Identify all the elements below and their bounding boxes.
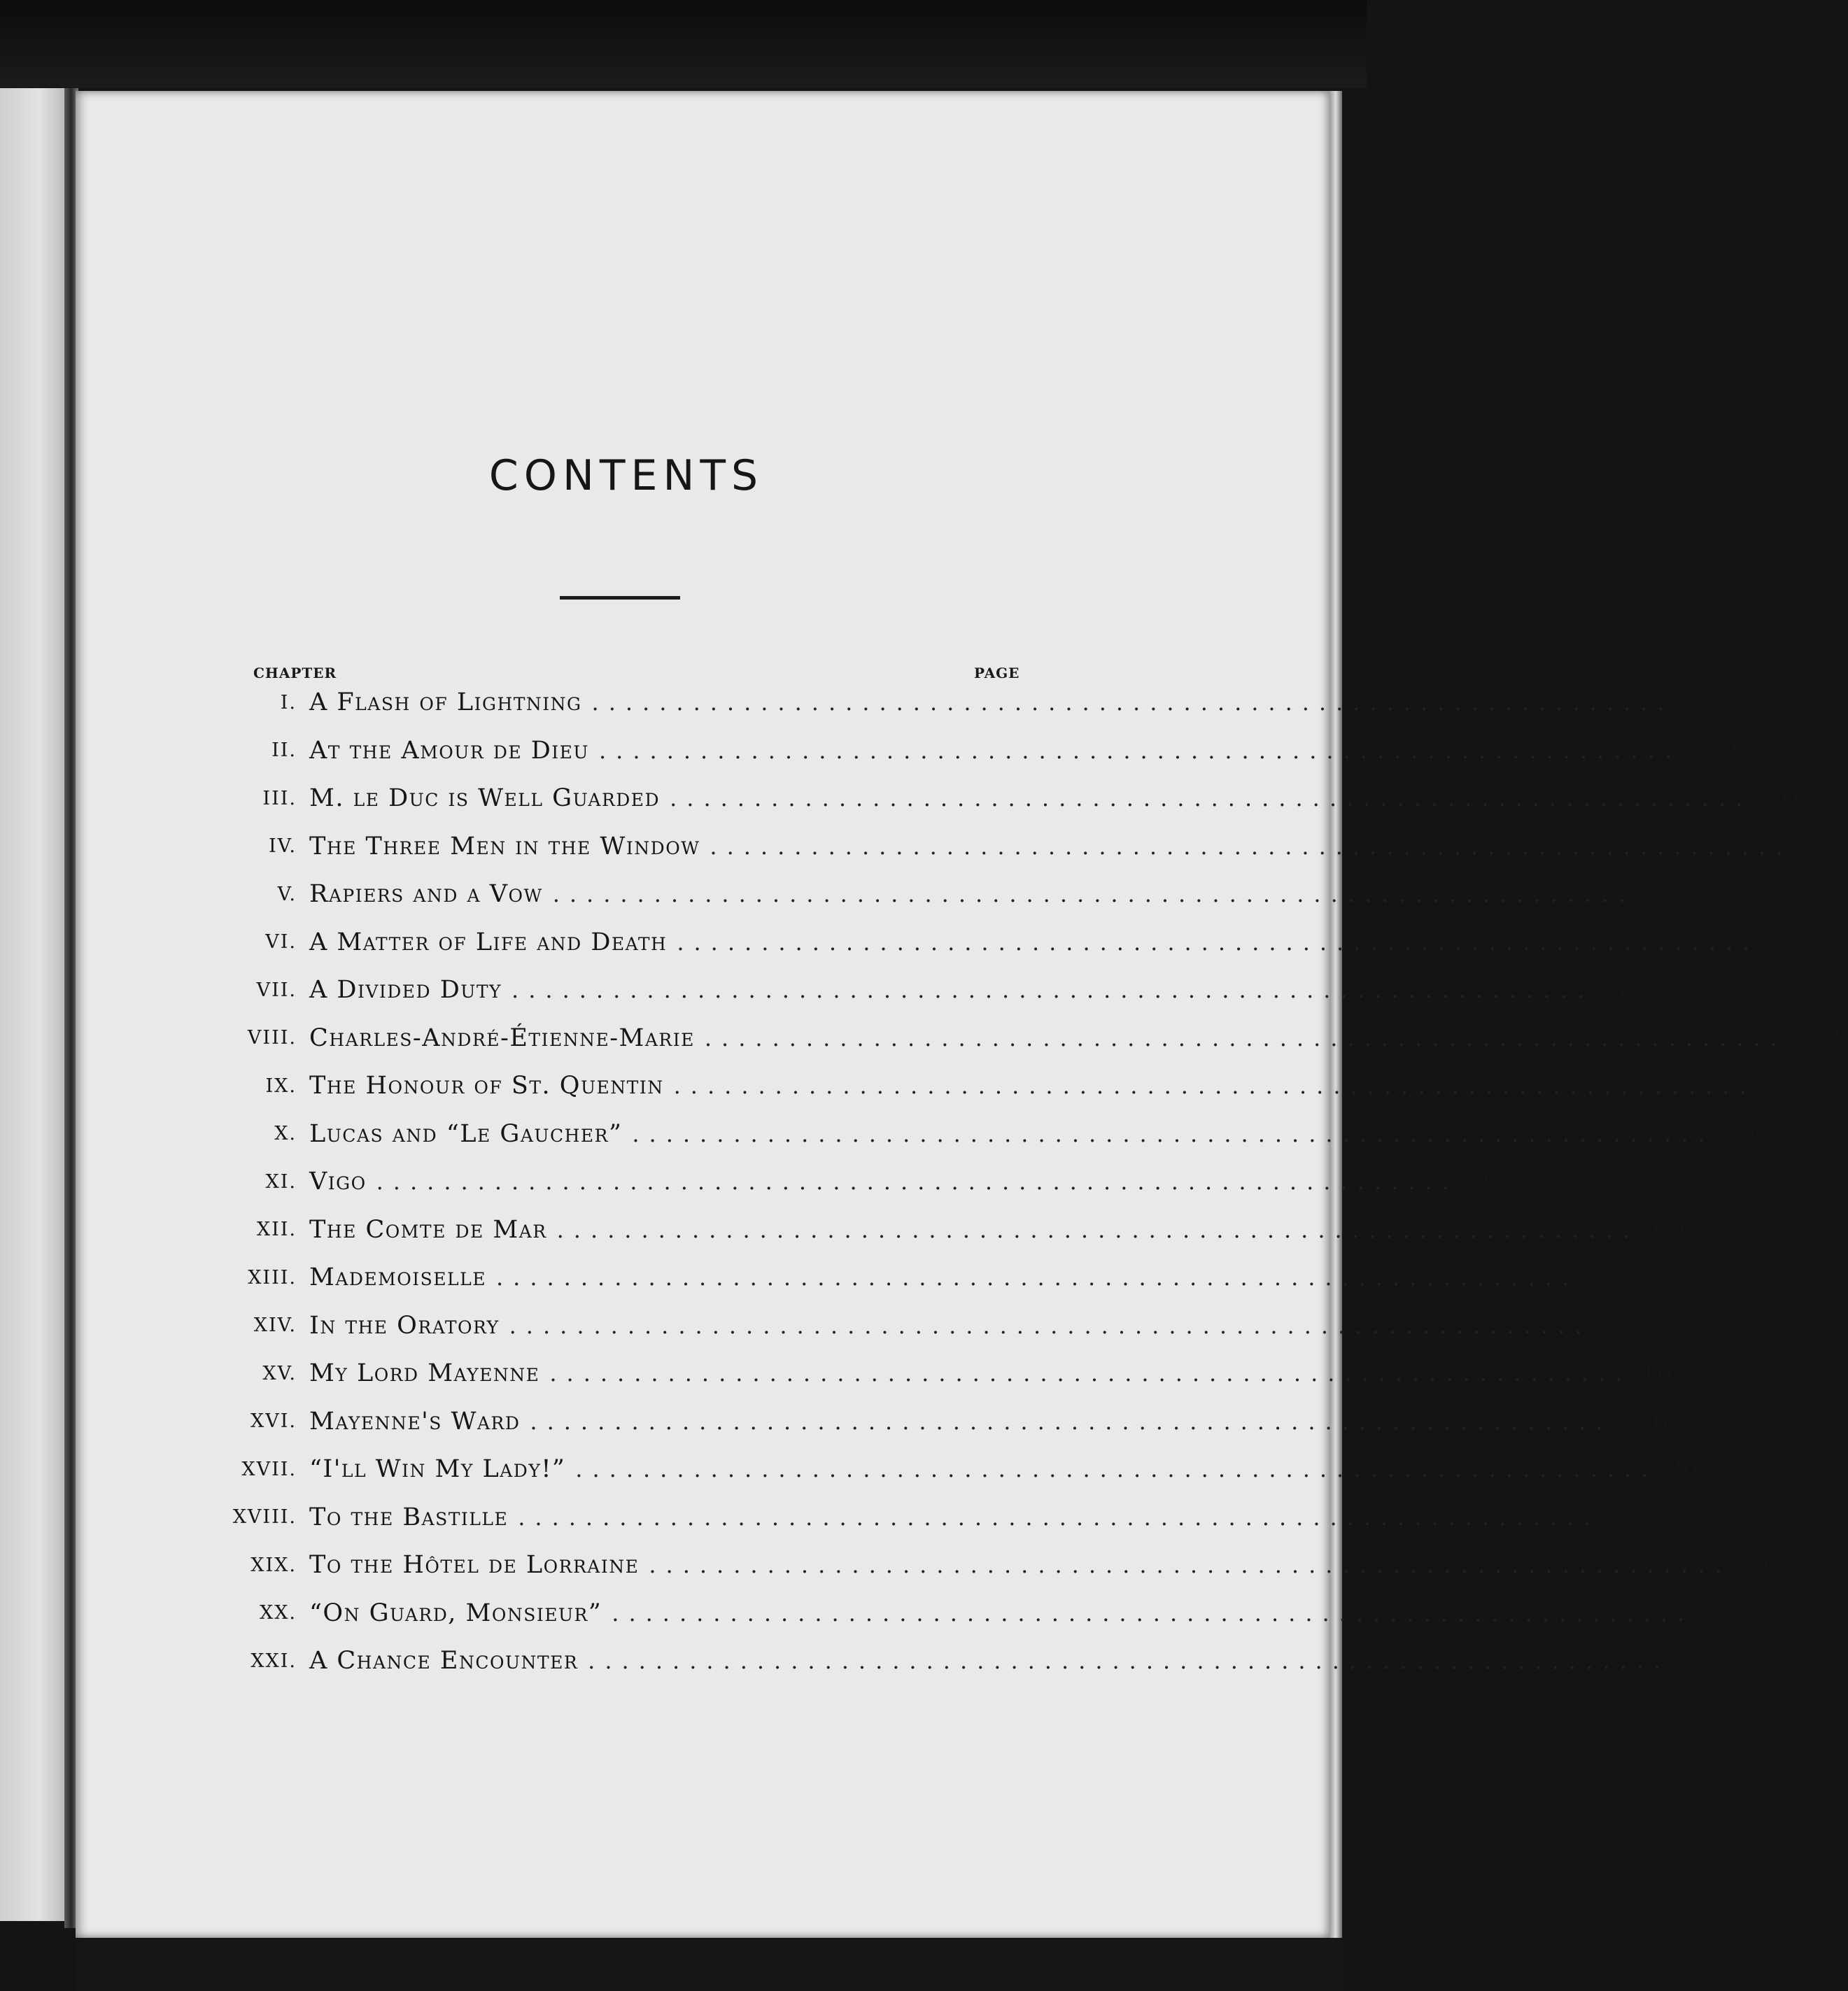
chapter-number: VIII. xyxy=(247,1027,297,1049)
chapter-title: “On Guard, Monsieur” xyxy=(309,1599,602,1627)
toc-row xyxy=(210,919,1816,967)
chapter-number: XI. xyxy=(265,1170,297,1193)
dot-leader: ................................................................ xyxy=(509,1312,1592,1339)
chapter-number: XVIII. xyxy=(232,1506,297,1529)
page-column-label: PAGE xyxy=(974,665,1020,681)
chapter-title: To the Bastille xyxy=(309,1503,509,1531)
toc-row xyxy=(210,870,1691,919)
toc-row xyxy=(210,1637,1727,1685)
chapter-title: Rapiers and a Vow xyxy=(309,880,543,909)
chapter-number: II. xyxy=(271,739,297,762)
contents-heading: CONTENTS xyxy=(488,451,764,500)
page-number: 120 xyxy=(1648,1215,1695,1244)
dot-leader: ................................................................ xyxy=(575,1456,1658,1483)
dot-leader: ................................................................ xyxy=(632,1120,1715,1147)
chapter-number: III. xyxy=(262,787,297,809)
page-number: 153 xyxy=(1600,1311,1648,1340)
dot-leader: ................................................................ xyxy=(649,1552,1732,1579)
page-number: 62 xyxy=(1618,976,1651,1005)
chapter-title: M. le Duc is Well Guarded xyxy=(309,784,661,813)
chapter-title: A Flash of Lightning xyxy=(309,688,582,717)
chapter-title: Mademoiselle xyxy=(309,1263,486,1292)
page-number: 27 xyxy=(1817,832,1848,860)
dot-leader: ................................................................ xyxy=(673,1072,1756,1100)
chapter-column-label: CHAPTER xyxy=(253,665,337,681)
toc-row xyxy=(210,1206,1695,1254)
page-number: 3 xyxy=(1714,688,1730,717)
chapter-number: I. xyxy=(280,691,297,714)
page-number: 134 xyxy=(1588,1263,1635,1292)
dot-leader: ................................................................ xyxy=(518,1503,1601,1531)
heading-rule xyxy=(560,596,680,600)
toc-row xyxy=(210,1062,1812,1110)
chapter-number: XVII. xyxy=(241,1458,297,1480)
chapter-number: XX. xyxy=(259,1602,297,1624)
page-number: 203 xyxy=(1667,1455,1714,1484)
toc-row xyxy=(210,1494,1657,1542)
chapter-title: In the Oratory xyxy=(309,1311,500,1340)
page-number: 222 xyxy=(1609,1503,1657,1531)
page-number: 241 xyxy=(1740,1551,1788,1580)
page-number: 107 xyxy=(1467,1168,1515,1196)
dot-leader: ................................................................ xyxy=(704,1024,1787,1051)
toc-row xyxy=(210,1014,1843,1063)
toc-row xyxy=(210,823,1848,871)
toc-row xyxy=(210,1158,1515,1206)
toc-row xyxy=(210,1110,1771,1159)
chapter-title: Vigo xyxy=(309,1168,367,1196)
dot-leader: ................................................................ xyxy=(556,1216,1639,1243)
toc-row xyxy=(210,1398,1669,1446)
page-number: 51 xyxy=(1784,928,1816,956)
dot-leader: ................................................................ xyxy=(591,689,1674,716)
toc-row xyxy=(210,1589,1751,1638)
dot-leader: ................................................................ xyxy=(612,1599,1695,1627)
toc-row xyxy=(210,1302,1648,1350)
chapter-title: A Chance Encounter xyxy=(309,1647,579,1675)
chapter-number: IX. xyxy=(265,1075,297,1097)
chapter-number: XV. xyxy=(262,1362,297,1384)
toc-row xyxy=(210,1349,1688,1398)
page-number: 9 xyxy=(1721,736,1737,765)
chapter-number: VI. xyxy=(265,931,297,954)
table-of-contents xyxy=(210,679,1848,1685)
chapter-title: “I'll Win My Lady!” xyxy=(309,1455,566,1484)
dot-leader: ................................................................ xyxy=(710,832,1793,860)
chapter-number: V. xyxy=(277,883,297,905)
scan-background-top xyxy=(0,0,1367,87)
page-number: 74 xyxy=(1812,1023,1843,1052)
chapter-number: XIII. xyxy=(248,1266,297,1289)
chapter-title: To the Hôtel de Lorraine xyxy=(309,1551,640,1580)
toc-row xyxy=(210,727,1737,775)
dot-leader: ................................................................ xyxy=(588,1648,1671,1675)
page-number: 266 xyxy=(1679,1647,1727,1675)
dot-leader: ................................................................ xyxy=(549,1360,1632,1387)
chapter-number: XIV. xyxy=(253,1315,297,1337)
chapter-title: Lucas and “Le Gaucher” xyxy=(309,1119,623,1148)
page-number: 167 xyxy=(1641,1359,1688,1388)
chapter-title: Mayenne's Ward xyxy=(309,1407,521,1436)
chapter-title: My Lord Mayenne xyxy=(309,1359,540,1388)
chapter-number: VII. xyxy=(256,979,297,1001)
chapter-title: The Comte de Mar xyxy=(309,1215,547,1244)
toc-row xyxy=(210,1445,1714,1494)
dot-leader: ................................................................ xyxy=(495,1264,1579,1291)
chapter-title: At the Amour de Dieu xyxy=(309,736,589,765)
chapter-title: The Three Men in the Window xyxy=(309,832,700,860)
chapter-number: XVI. xyxy=(251,1410,297,1433)
chapter-title: A Divided Duty xyxy=(309,976,502,1005)
dot-leader: ................................................................ xyxy=(670,785,1753,812)
scan-background-bottom xyxy=(76,1938,1342,1991)
page-number: 251 xyxy=(1703,1599,1751,1627)
dot-leader: ................................................................ xyxy=(599,737,1681,764)
toc-row xyxy=(210,1541,1788,1589)
toc-row xyxy=(210,679,1730,727)
chapter-title: A Matter of Life and Death xyxy=(309,928,668,956)
chapter-title: Charles-André-Étienne-Marie xyxy=(309,1023,695,1052)
chapter-number: XIX. xyxy=(251,1554,297,1576)
dot-leader: ................................................................ xyxy=(376,1168,1459,1196)
page-number: 85 xyxy=(1781,1072,1812,1100)
dot-leader: ................................................................ xyxy=(530,1408,1613,1435)
facing-page-edge xyxy=(0,88,69,1921)
chapter-number: XII. xyxy=(256,1219,297,1241)
chapter-number: XXI. xyxy=(251,1650,297,1672)
chapter-number: IV. xyxy=(268,835,297,858)
chapter-number: X. xyxy=(274,1123,297,1145)
page-number: 37 xyxy=(1660,880,1691,909)
toc-row xyxy=(210,774,1809,823)
toc-row xyxy=(210,1254,1635,1302)
dot-leader: ................................................................ xyxy=(552,881,1635,908)
page-number: 96 xyxy=(1739,1119,1771,1148)
dot-leader: ................................................................ xyxy=(512,977,1595,1004)
toc-row xyxy=(210,966,1651,1014)
dot-leader: ................................................................ xyxy=(677,928,1760,956)
chapter-title: The Honour of St. Quentin xyxy=(309,1072,664,1100)
page-number: 16 xyxy=(1777,784,1809,813)
page-number: 186 xyxy=(1621,1407,1669,1436)
